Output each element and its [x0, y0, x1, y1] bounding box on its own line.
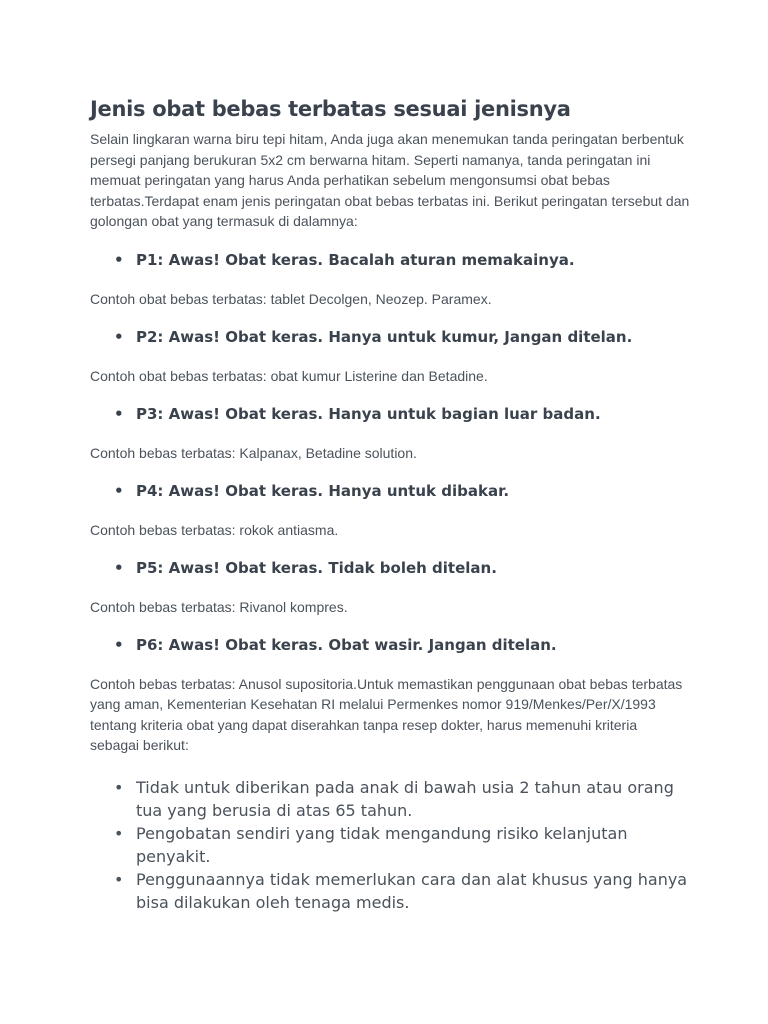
- warning-list: [90, 481, 690, 501]
- criteria-list: [90, 776, 690, 914]
- warning-p2: [90, 327, 690, 386]
- warning-p4: [90, 481, 690, 540]
- criteria-text: Tidak untuk diberikan pada anak di bawah usia 2 tahun atau orang tua yang berusia di atas 65 tahun.: [136, 777, 674, 820]
- warning-example: Contoh bebas terbatas: rokok antiasma.: [90, 521, 339, 538]
- warning-item: [90, 558, 690, 578]
- intro-paragraph: Selain lingkaran warna biru tepi hitam, Anda juga akan menemukan tanda peringatan berbentuk persegi panjang berukuran 5x2 cm berwarna hitam. Seperti namanya, tanda peringatan ini memuat peringatan yang harus Anda perhatikan sebelum mengonsumsi obat bebas terbatas.Terdapat enam jenis peringatan obat bebas terbatas ini. Berikut peringatan tersebut dan golongan obat yang termasuk di dalamnya:: [90, 131, 690, 229]
- bullet-icon: •: [114, 558, 124, 577]
- bullet-icon: •: [114, 777, 124, 797]
- warning-item: [90, 327, 690, 347]
- warning-list: [90, 250, 690, 270]
- warning-example: Contoh bebas terbatas: Rivanol kompres.: [90, 598, 348, 615]
- warning-label: P2: Awas! Obat keras. Hanya untuk kumur, Jangan ditelan.: [136, 327, 633, 346]
- warning-item: [90, 404, 690, 424]
- bullet-icon: •: [114, 823, 124, 843]
- warning-label: P5: Awas! Obat keras. Tidak boleh ditelan.: [136, 558, 497, 577]
- document-page: [90, 95, 690, 914]
- warning-item: [90, 481, 690, 501]
- warning-item: [90, 635, 690, 655]
- criteria-text: Penggunaannya tidak memerlukan cara dan alat khusus yang hanya bisa dilakukan oleh tenaga medis.: [136, 869, 688, 912]
- bullet-icon: •: [114, 635, 124, 654]
- warning-p5: [90, 558, 690, 617]
- bullet-icon: •: [114, 869, 124, 889]
- warning-label: P1: Awas! Obat keras. Bacalah aturan memakainya.: [136, 250, 575, 269]
- warning-p3: [90, 404, 690, 463]
- criteria-item: [90, 822, 690, 868]
- warning-list: [90, 558, 690, 578]
- criteria-item: [90, 776, 690, 822]
- warning-label: P3: Awas! Obat keras. Hanya untuk bagian luar badan.: [136, 404, 601, 423]
- bullet-icon: •: [114, 250, 124, 269]
- warning-example: Contoh obat bebas terbatas: tablet Decolgen, Neozep. Paramex.: [90, 290, 492, 307]
- warning-p6: [90, 635, 690, 655]
- criteria-text: Pengobatan sendiri yang tidak mengandung risiko kelanjutan penyakit.: [136, 823, 628, 866]
- warning-list: [90, 404, 690, 424]
- warning-label: P6: Awas! Obat keras. Obat wasir. Jangan ditelan.: [136, 635, 557, 654]
- warning-list: [90, 635, 690, 655]
- warning-item: [90, 250, 690, 270]
- warning-label: P4: Awas! Obat keras. Hanya untuk dibakar.: [136, 481, 510, 500]
- bullet-icon: •: [114, 327, 124, 346]
- warning-example: Contoh obat bebas terbatas: obat kumur Listerine dan Betadine.: [90, 367, 488, 384]
- bullet-icon: •: [114, 404, 124, 423]
- criteria-item: [90, 868, 690, 914]
- document-title: Jenis obat bebas terbatas sesuai jenisnya: [90, 97, 571, 121]
- bullet-icon: •: [114, 481, 124, 500]
- warning-p1: [90, 250, 690, 309]
- warning-list: [90, 327, 690, 347]
- closing-paragraph: Contoh bebas terbatas: Anusol supositoria.Untuk memastikan penggunaan obat bebas terbatas yang aman, Kementerian Kesehatan RI melalui Permenkes nomor 919/Menkes/Per/X/1993 tentang kriteria obat yang dapat diserahkan tanpa resep dokter, harus memenuhi kriteria sebagai berikut:: [90, 675, 683, 753]
- warning-example: Contoh bebas terbatas: Kalpanax, Betadine solution.: [90, 444, 417, 461]
